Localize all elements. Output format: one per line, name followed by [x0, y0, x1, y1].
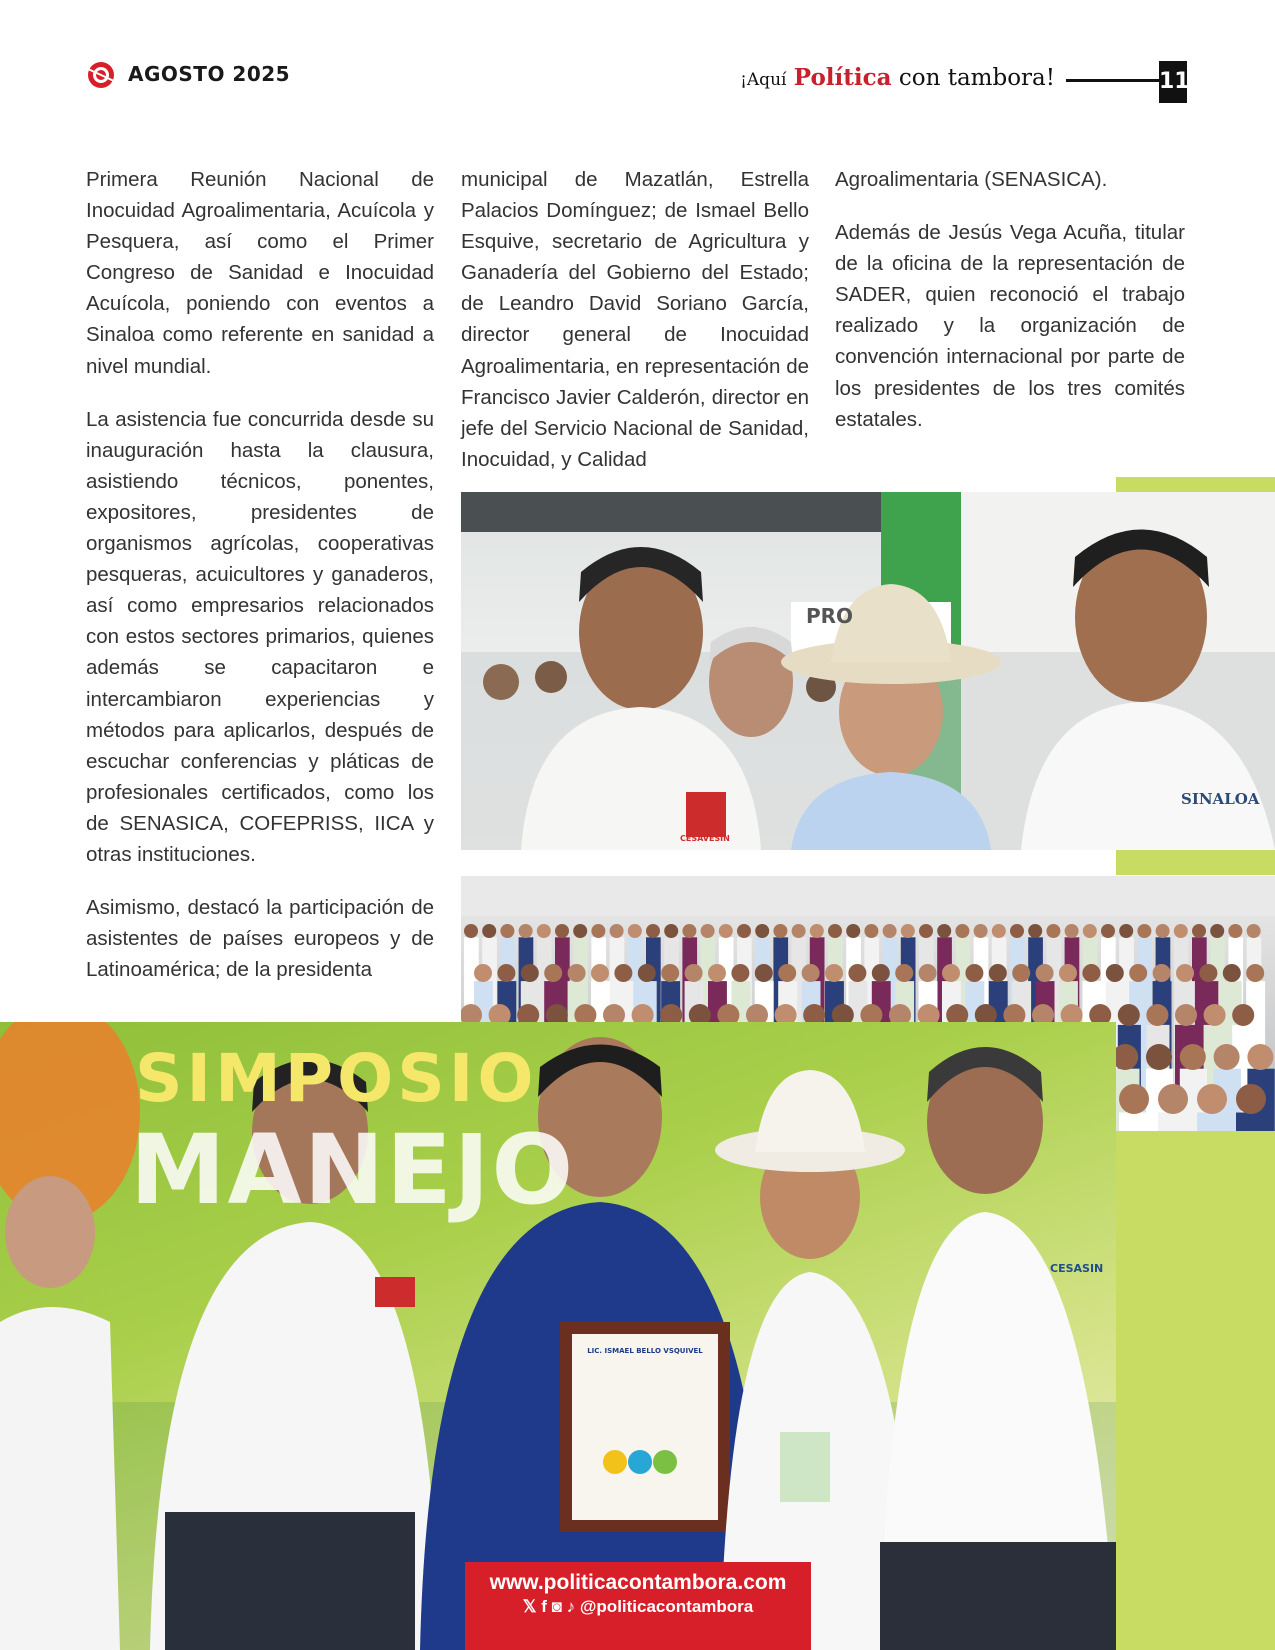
header-rule [1066, 79, 1160, 82]
text-column-1 [86, 164, 434, 1007]
issue-date: AGOSTO 2025 [128, 62, 291, 86]
paragraph: Asimismo, destacó la participación de asistentes de países europeos y de Latinoamérica; de la presidenta [86, 896, 434, 982]
photo-sign-text: PRO [806, 604, 854, 628]
banner-text-manejo: MANEJO [130, 1114, 576, 1226]
banner-text-simposio: SIMPOSIO [135, 1040, 538, 1117]
certificate-name: LIC. ISMAEL BELLO VSQUIVEL [587, 1347, 703, 1355]
facebook-icon[interactable]: f [541, 1597, 547, 1616]
paragraph: Primera Reunión Nacional de Inocuidad Agroalimentaria, Acuícola y Pesquera, así como el Primer Congreso de Sanidad e Inocuidad Acuícola, poniendo con eventos a Sinaloa como referente en sanidad a nivel mundial. [86, 168, 434, 378]
cesavesin-badge-text: CESAVESIN [680, 834, 730, 843]
instagram-icon[interactable]: ◙ [551, 1597, 562, 1616]
paragraph: Agroalimentaria (SENASICA). [835, 168, 1108, 191]
x-icon[interactable]: 𝕏 [522, 1597, 537, 1616]
decorative-block [1116, 1125, 1275, 1650]
tagline-prefix: ¡Aquí [740, 70, 787, 90]
tiktok-icon[interactable]: ♪ [566, 1597, 576, 1616]
social-row [465, 1597, 811, 1617]
footer-banner [465, 1562, 811, 1650]
social-handle[interactable]: @politicacontambora [579, 1597, 754, 1616]
paragraph: Además de Jesús Vega Acuña, titular de la oficina de la representación de SADER, quien reconoció el trabajo realizado y la organización de convención internacional por parte de los presidentes de los tres comités estatales. [835, 221, 1185, 431]
website-link[interactable]: www.politicacontambora.com [489, 1571, 787, 1594]
paragraph: municipal de Mazatlán, Estrella Palacios Domínguez; de Ismael Bello Esquive, secretario de Agricultura y Ganadería del Gobierno del Estado; de Leandro David Soriano García, director general de Inocuidad Agroalimentaria, en representación de Francisco Javier Calderón, director en jefe del Servicio Nacional de Sanidad, Inocuidad, y Calidad [461, 168, 809, 471]
page-number: 11 [1159, 61, 1187, 103]
sinaloa-logo-text: SINALOA [1181, 790, 1260, 808]
cesasin-logo-text: CESASIN [1050, 1262, 1104, 1275]
publication-logo-icon [86, 60, 116, 90]
photo-ceremony [0, 1022, 1116, 1650]
header-tagline [740, 64, 1055, 91]
text-column-3 [835, 164, 1185, 457]
photo-group-portrait-art [461, 492, 1275, 850]
text-column-2 [461, 164, 809, 497]
photo-group-portrait [461, 492, 1275, 850]
tagline-highlight: Política [793, 64, 892, 91]
tagline-suffix: con tambora! [898, 65, 1055, 91]
paragraph: La asistencia fue concurrida desde su inauguración hasta la clausura, asistiendo técnicos, ponentes, expositores, presidentes de organismos agrícolas, cooperativas pesqueras, acuicultores y ganaderos, así como empresarios relacionados con estos sectores primarios, quienes además se capacitaron e intercambiaron experiencias y métodos para aplicarlos, después de escuchar conferencias y pláticas de profesionales certificados, como los de SENASICA, COFEPRISS, IICA y otras instituciones. [86, 407, 434, 866]
